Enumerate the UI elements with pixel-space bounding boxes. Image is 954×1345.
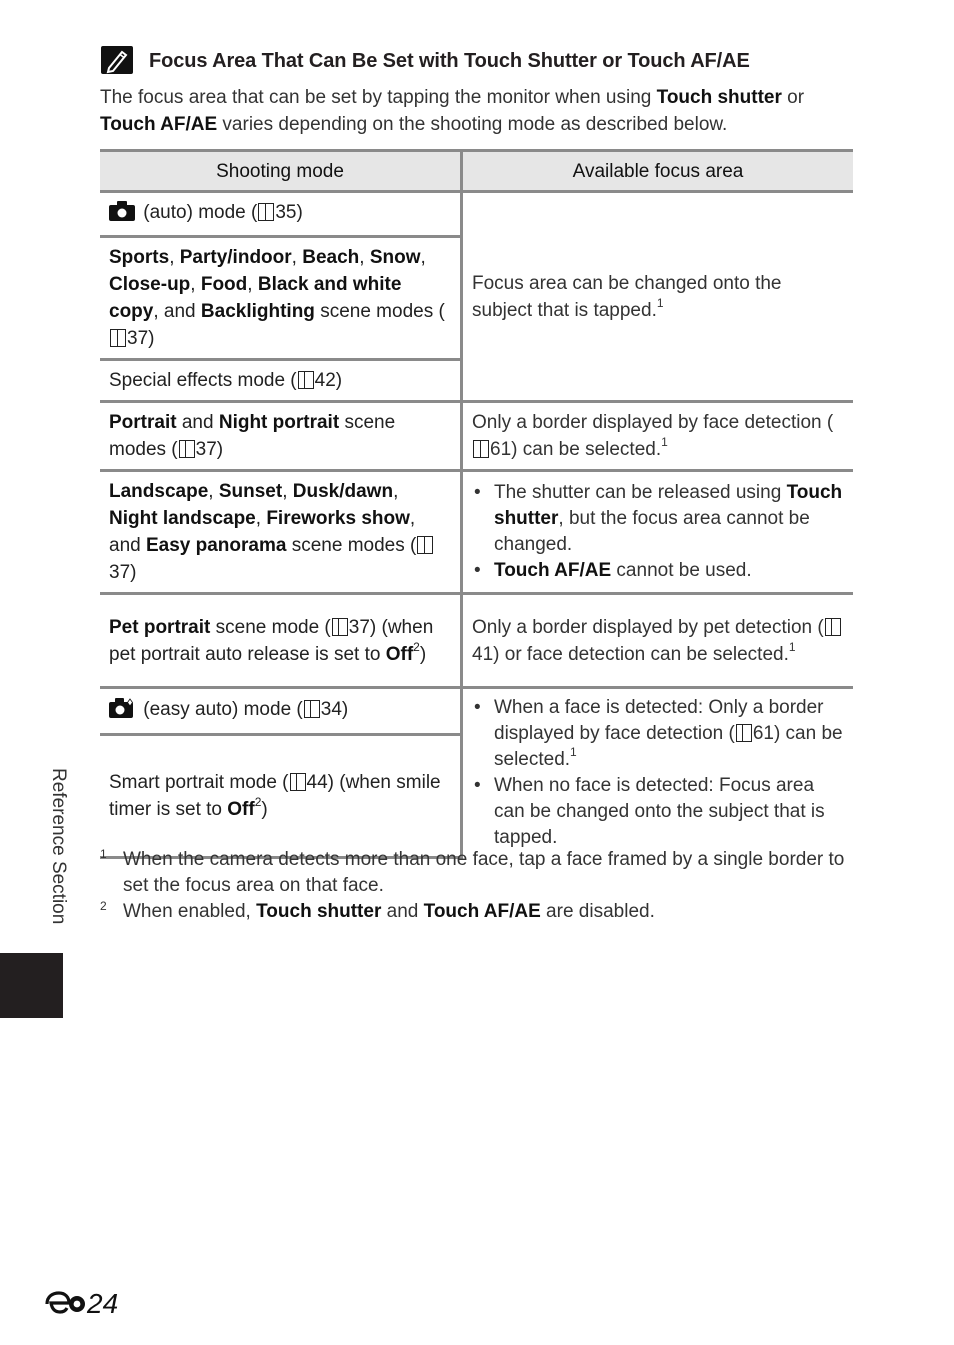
book-reference-icon — [473, 440, 489, 458]
table-row — [100, 471, 853, 594]
section-tab-marker — [0, 953, 63, 1018]
table-row — [100, 192, 853, 237]
book-reference-icon — [736, 724, 752, 742]
book-reference-icon — [290, 773, 306, 791]
book-reference-icon — [179, 440, 195, 458]
section-heading: Focus Area That Can Be Set with Touch Shutter or Touch AF/AE — [149, 50, 750, 72]
book-reference-icon — [417, 536, 433, 554]
footnote-1: 1 When the camera detects more than one face, tap a face framed by a single border to set the focus area on that face. — [100, 847, 845, 896]
table-row — [100, 594, 853, 688]
book-reference-icon — [825, 618, 841, 636]
intro-paragraph: The focus area that can be set by tapping the monitor when using Touch shutter or Touch AF/AE varies depending on the shooting mode as described below. — [100, 87, 805, 135]
pet-focus-cell: Only a border displayed by pet detection (41) or face detection can be selected.$^1$ — [462, 594, 854, 688]
table-row — [100, 402, 853, 471]
list-item: • When a face is detected: Only a border displayed by face detection ( 61) can be selected.$^1$ — [472, 695, 845, 773]
auto-mode-cell: (auto) mode ( 35) — [100, 192, 462, 237]
note-pencil-icon — [101, 46, 133, 74]
page-number: 24 — [45, 1288, 118, 1320]
focus-area-tap-cell: Focus area can be changed onto the subject that is tapped.$^1$ — [462, 192, 854, 402]
landscape-focus-cell — [462, 471, 854, 594]
face-detection-focus-cell — [462, 688, 854, 858]
easy-auto-camera-icon — [109, 698, 135, 726]
column-header-shooting-mode: Shooting mode — [100, 151, 462, 192]
camera-icon — [109, 201, 135, 229]
portrait-focus-cell: Only a border displayed by face detection (61) can be selected.$^1$ — [462, 402, 854, 471]
book-reference-icon — [298, 371, 314, 389]
focus-area-table — [100, 149, 853, 859]
special-effects-cell: Special effects mode ( 42) — [100, 360, 462, 402]
reference-section-e-icon — [45, 1288, 87, 1319]
list-item: • When no face is detected: Focus area can be changed onto the subject that is tapped. — [472, 773, 845, 851]
book-reference-icon — [258, 203, 274, 221]
list-item: • The shutter can be released using Touch shutter, but the focus area cannot be changed. — [472, 480, 845, 558]
footnotes — [100, 847, 860, 925]
column-header-focus-area: Available focus area — [462, 151, 854, 192]
portrait-modes-cell: Portrait and Night portrait scene modes ( 37) — [100, 402, 462, 471]
table-row — [100, 688, 853, 735]
smart-portrait-cell: Smart portrait mode ( 44) (when smile timer is set to Off$^2$) — [100, 735, 462, 857]
footnote-2: 2 When enabled, Touch shutter and Touch AF/AE are disabled. — [100, 899, 655, 922]
book-reference-icon — [304, 700, 320, 718]
pet-portrait-cell: Pet portrait scene mode ( 37) (when pet portrait auto release is set to Off$^2$) — [100, 594, 462, 688]
easy-auto-cell: (easy auto) mode ( 34) — [100, 688, 462, 735]
book-reference-icon — [332, 618, 348, 636]
scene-modes-cell: Sports, Party/indoor, Beach, Snow, Close-up, Food, Black and white copy, and Backlighting scene modes (37) — [100, 237, 462, 360]
landscape-modes-cell: Landscape, Sunset, Dusk/dawn, Night landscape, Fireworks show, and Easy panorama scene modes (37) — [100, 471, 462, 594]
section-side-label: Reference Section — [48, 768, 69, 925]
book-reference-icon — [110, 329, 126, 347]
list-item: • Touch AF/AE cannot be used. — [472, 558, 845, 584]
